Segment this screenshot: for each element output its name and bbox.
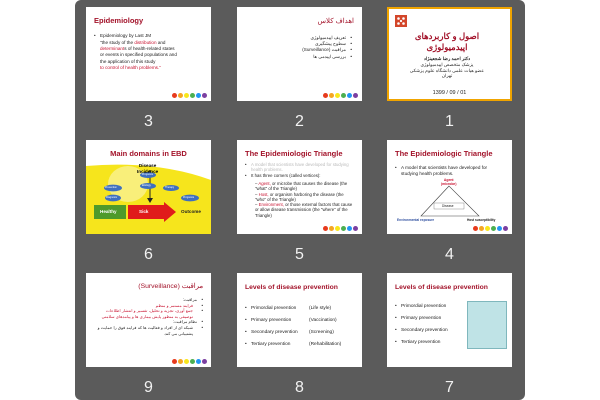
- footer-dots: [172, 93, 207, 98]
- author-line: پزشک متخصص اپیدمیولوژی: [420, 61, 474, 67]
- slide-4[interactable]: [387, 140, 512, 234]
- vertex-label: Agent: [443, 178, 454, 182]
- slide-title: Levels of disease prevention: [395, 284, 488, 291]
- sub-item-heading: Host,: [258, 191, 269, 197]
- bullet-item: • It has three corners (called vertices):: [245, 173, 355, 178]
- oval-label: Prognosis: [142, 173, 154, 176]
- footer-dot: [347, 226, 352, 231]
- sub-item-text: or those external factors that cause or allow disease transmission (the "where" of the Triangle): [255, 202, 353, 218]
- quote-highlight: distribution: [134, 40, 157, 45]
- quote-text: "the study of the: [100, 40, 135, 45]
- footer-dot: [190, 359, 195, 364]
- sick-label: Sick: [139, 209, 149, 214]
- slide-2[interactable]: [237, 7, 362, 101]
- slide-number: 8: [295, 379, 304, 396]
- footer-dots: [323, 226, 358, 231]
- slide-body: [245, 303, 357, 351]
- row-label: Primary prevention: [251, 318, 292, 323]
- slide-7[interactable]: [387, 273, 512, 367]
- footer-dots: [323, 93, 358, 98]
- logo-icon: [395, 15, 407, 27]
- footer-dots: [172, 359, 207, 364]
- slide-body: [252, 35, 352, 60]
- slide-title: Epidemiology: [94, 16, 144, 25]
- footer-dot: [479, 226, 484, 231]
- footer-dot: [353, 93, 358, 98]
- footer-dot: [323, 226, 328, 231]
- sub-item-host: – Host, or organism harboring the disease (the "who" of the Triangle): [255, 191, 344, 202]
- footer-dots: [473, 226, 508, 231]
- row-note: (Screening): [309, 330, 334, 335]
- footer-dot: [172, 359, 177, 364]
- row-note: (Life style): [309, 306, 332, 311]
- agent-label: [441, 178, 456, 186]
- sub-item-heading: Environment,: [258, 202, 284, 208]
- bullet-item: [245, 315, 357, 327]
- slide-title: Levels of disease prevention: [245, 284, 338, 291]
- row-label: Secondary prevention: [251, 330, 298, 335]
- bullet-item: [245, 327, 357, 339]
- row-label: Tertiary prevention: [251, 342, 291, 347]
- slide-body: [94, 33, 206, 39]
- title-line: اصول و کاربردهای: [414, 31, 480, 41]
- slide-number: 6: [144, 246, 153, 263]
- footer-dot: [353, 226, 358, 231]
- slide-title: اهداف کلاس: [317, 18, 354, 25]
- sub-item-text: or organism harboring the disease (the "who" of the Triangle): [255, 191, 344, 202]
- quote-text: s of health-related states: [124, 46, 175, 52]
- slide-title: The Epidemiologic Triangle: [395, 149, 493, 158]
- title-line: اپیدمیولوژی: [426, 42, 468, 52]
- slide-8[interactable]: [237, 273, 362, 367]
- environment-label: Environmental exposure: [397, 218, 435, 222]
- diagram-label: Incidence: [137, 168, 159, 174]
- bullet-item: [245, 303, 357, 315]
- bullet-item: • نظام مراقبت:: [95, 319, 203, 325]
- footer-dot: [335, 93, 340, 98]
- oval-label: Etiology: [142, 184, 151, 187]
- slide-number: 1: [445, 113, 454, 130]
- footer-dot: [341, 93, 346, 98]
- slide-number: 4: [445, 246, 454, 263]
- bullet-item: • Primordial prevention: [395, 301, 465, 313]
- slide-9[interactable]: [86, 273, 211, 367]
- slide-sorter-grid: [75, 0, 525, 400]
- slide-number: 9: [144, 379, 153, 396]
- slide-title: مراقبت (Surveillance): [138, 283, 203, 290]
- slide-number: 5: [295, 246, 304, 263]
- author-block: [392, 56, 502, 79]
- image-placeholder: [467, 301, 507, 349]
- slide-number: 3: [144, 113, 153, 130]
- quote-text: and: [156, 40, 166, 45]
- footer-dot: [178, 359, 183, 364]
- oval-label: Prognosis: [183, 196, 195, 199]
- slide-6[interactable]: [86, 140, 211, 234]
- slide-title: The Epidemiologic Triangle: [245, 149, 343, 158]
- footer-dot: [341, 226, 346, 231]
- bullet-item: • Secondary prevention: [395, 325, 465, 337]
- row-label: Primordial prevention: [251, 306, 297, 311]
- footer-dot: [485, 226, 490, 231]
- slide-body: [245, 162, 355, 178]
- quote-text: or events in specified populations and: [100, 52, 177, 58]
- footer-dot: [503, 226, 508, 231]
- bullet-item: • مراقبت (Surveillance): [252, 47, 352, 53]
- slide-3[interactable]: [86, 7, 211, 101]
- footer-dot: [473, 226, 478, 231]
- sub-text: • جمع آوری، تجزیه و تحلیل، تفسیر و انتشار اطلاعات توصیفی به منظور پایش بیماری ها و پیامدهای سلامتی: [95, 308, 203, 319]
- footer-dot: [202, 359, 207, 364]
- footer-dot: [172, 93, 177, 98]
- footer-dot: [329, 93, 334, 98]
- outcome-label: Outcome: [181, 209, 201, 214]
- bullet-item: • Tertiary prevention: [395, 337, 465, 349]
- row-note: (Vaccination): [309, 318, 337, 323]
- footer-dot: [491, 226, 496, 231]
- quote-text: the application of this study: [100, 58, 156, 64]
- sub-item-agent: – Agent, or microbe that causes the disease (the "what" of the Triangle): [255, 181, 348, 192]
- host-label: Host susceptibility: [467, 218, 496, 222]
- bullet-item: • Primary prevention: [395, 313, 465, 325]
- sub-item-heading: Agent,: [258, 181, 271, 186]
- slide-title: Main domains in EBD: [110, 149, 187, 158]
- vertex-sublabel: (microbe): [441, 182, 457, 186]
- quote-block: [100, 40, 210, 71]
- bullet-item: • بررسی اپیدمی ها: [252, 54, 352, 60]
- author-line: عضو هیات علمی دانشگاه علوم پزشکی: [409, 67, 485, 73]
- footer-dot: [196, 93, 201, 98]
- author-name: دکتر احمد رضا شجعینژاد: [423, 56, 471, 61]
- footer-dot: [497, 226, 502, 231]
- oval-label: Therapy: [165, 186, 175, 189]
- slide-number: 2: [295, 113, 304, 130]
- bullet-item: • سطوح پیشگیری: [252, 41, 352, 47]
- oval-label: Prevention: [105, 186, 117, 189]
- slide-title: [392, 31, 502, 53]
- footer-dot: [184, 359, 189, 364]
- footer-dot: [196, 359, 201, 364]
- sub-text: • فرایند مستمر و منظم: [95, 303, 203, 309]
- bullet-item: • Epidemiology by Last JM: [94, 33, 206, 39]
- sub-text: • شبکه ای از افراد و فعالیت ها که فرایند فوق را حمایت و پشتیبانی می کند.: [95, 325, 203, 336]
- footer-dot: [190, 93, 195, 98]
- footer-dot: [202, 93, 207, 98]
- date: 1399 / 09 / 01: [432, 90, 467, 96]
- disease-label: Disease: [442, 204, 454, 208]
- footer-dot: [329, 226, 334, 231]
- row-note: (Rehabilitation): [309, 342, 342, 347]
- quote-highlight: determinant: [100, 46, 125, 52]
- sub-list: [255, 181, 355, 218]
- bullet-item: [245, 339, 357, 351]
- slide-1[interactable]: [387, 7, 512, 101]
- footer-dot: [347, 93, 352, 98]
- bullet-item-faded: • A model that scientists have developed for studying health problems.: [245, 162, 355, 173]
- footer-dot: [323, 93, 328, 98]
- slide-number: 7: [445, 379, 454, 396]
- diagram-label: Disease: [138, 163, 157, 168]
- slide-body: [395, 301, 465, 349]
- bullet-item: • تعریف اپیدمیولوژی: [252, 35, 352, 41]
- footer-dot: [184, 93, 189, 98]
- slide-5[interactable]: [237, 140, 362, 234]
- oval-label: Diagnosis: [106, 196, 117, 199]
- slide-body: [95, 297, 203, 336]
- bullet-item: • مراقبت:: [95, 297, 203, 303]
- footer-dot: [335, 226, 340, 231]
- bullet-item: • A model that scientists have developed for studying health problems.: [395, 165, 505, 177]
- sub-item-environment: – Environment, or those external factors that cause or allow disease transmission (the "where" of the Triangle): [255, 202, 353, 218]
- sub-item-text: or microbe that causes the disease (the "what" of the Triangle): [255, 181, 348, 192]
- footer-dot: [178, 93, 183, 98]
- author-line: تهران: [441, 73, 453, 79]
- healthy-label: Healthy: [100, 209, 117, 214]
- quote-highlight: to control of health problems.": [100, 64, 161, 70]
